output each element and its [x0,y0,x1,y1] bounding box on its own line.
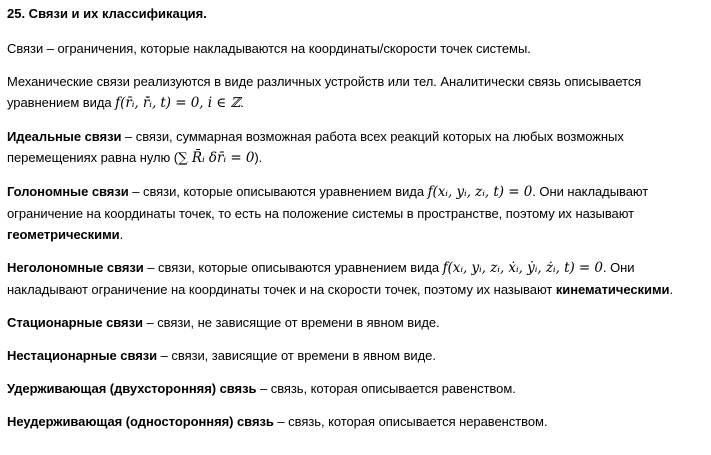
section-title: 25. Связи и их классификация. [7,6,207,21]
holonomic-text: – связи, которые описываются уравнением вида [128,184,428,199]
nonstationary-text: – связи, зависящие от времени в явном виде. [157,348,436,363]
paragraph-bilateral-constraint [7,378,705,399]
ideal-text: – связи, суммарная возможная работа всех реакций которых на любых возможных перемещениях равна нулю ( [7,129,624,165]
holonomic-text-middle: . Они накладывают ограничение на координаты точек, то есть на положение системы в пространстве, поэтому их называют [7,184,649,221]
term-nonstationary-constraints: Нестационарные связи [7,348,158,363]
bilateral-text: – связь, которая описывается равенством. [256,381,516,396]
nonholonomic-text-end: . [669,282,674,297]
term-geometric: геометрическими [7,227,120,242]
definition-text: Связи – ограничения, которые накладываются на координаты/скорости точек системы. [7,41,531,56]
nonholonomic-text: – связи, которые описываются уравнением вида [143,260,443,275]
holonomic-text-end: . [119,227,124,242]
term-nonholonomic-constraints: Неголономные связи [7,260,144,275]
nonholonomic-text-middle: . Они накладывают ограничение на координаты точек и на скорости точек, поэтому их называют [7,260,635,297]
ideal-text-end: ). [254,150,263,165]
nonholonomic-formula: f(xᵢ, yᵢ, zᵢ, ẋᵢ, ẏᵢ, żᵢ, t) = 0 [442,260,603,276]
virtual-work-formula: ∑ R̄ᵢ δr̄ᵢ = 0 [178,150,255,166]
term-bilateral-constraint: Удерживающая (двухсторонняя) связь [7,381,257,396]
term-stationary-constraints: Стационарные связи [7,315,143,330]
paragraph-definition [7,38,705,59]
paragraph-mechanical-constraints [7,71,705,114]
paragraph-holonomic-constraints [7,181,705,245]
term-holonomic-constraints: Голономные связи [7,184,129,199]
term-ideal-constraints: Идеальные связи [7,129,122,144]
paragraph-ideal-constraints [7,126,705,169]
holonomic-formula: f(xᵢ, yᵢ, zᵢ, t) = 0 [427,184,533,200]
mechanical-text: Механические связи реализуются в виде различных устройств или тел. Аналитически связь описывается уравнением вида [7,74,642,110]
paragraph-unilateral-constraint [7,411,705,432]
term-kinematic: кинематическими [555,282,670,297]
mechanical-text-end: . [240,95,244,110]
unilateral-text: – связь, которая описывается неравенством. [273,414,548,429]
paragraph-nonholonomic-constraints [7,257,705,300]
stationary-text: – связи, не зависящие от времени в явном виде. [142,315,440,330]
paragraph-stationary-constraints [7,312,705,333]
term-unilateral-constraint: Неудерживающая (односторонняя) связь [7,414,274,429]
paragraph-nonstationary-constraints [7,345,705,366]
constraint-equation-formula: f(r̄ᵢ, r̄̇ᵢ, t) = 0, i ∈ ℤ [115,95,241,111]
